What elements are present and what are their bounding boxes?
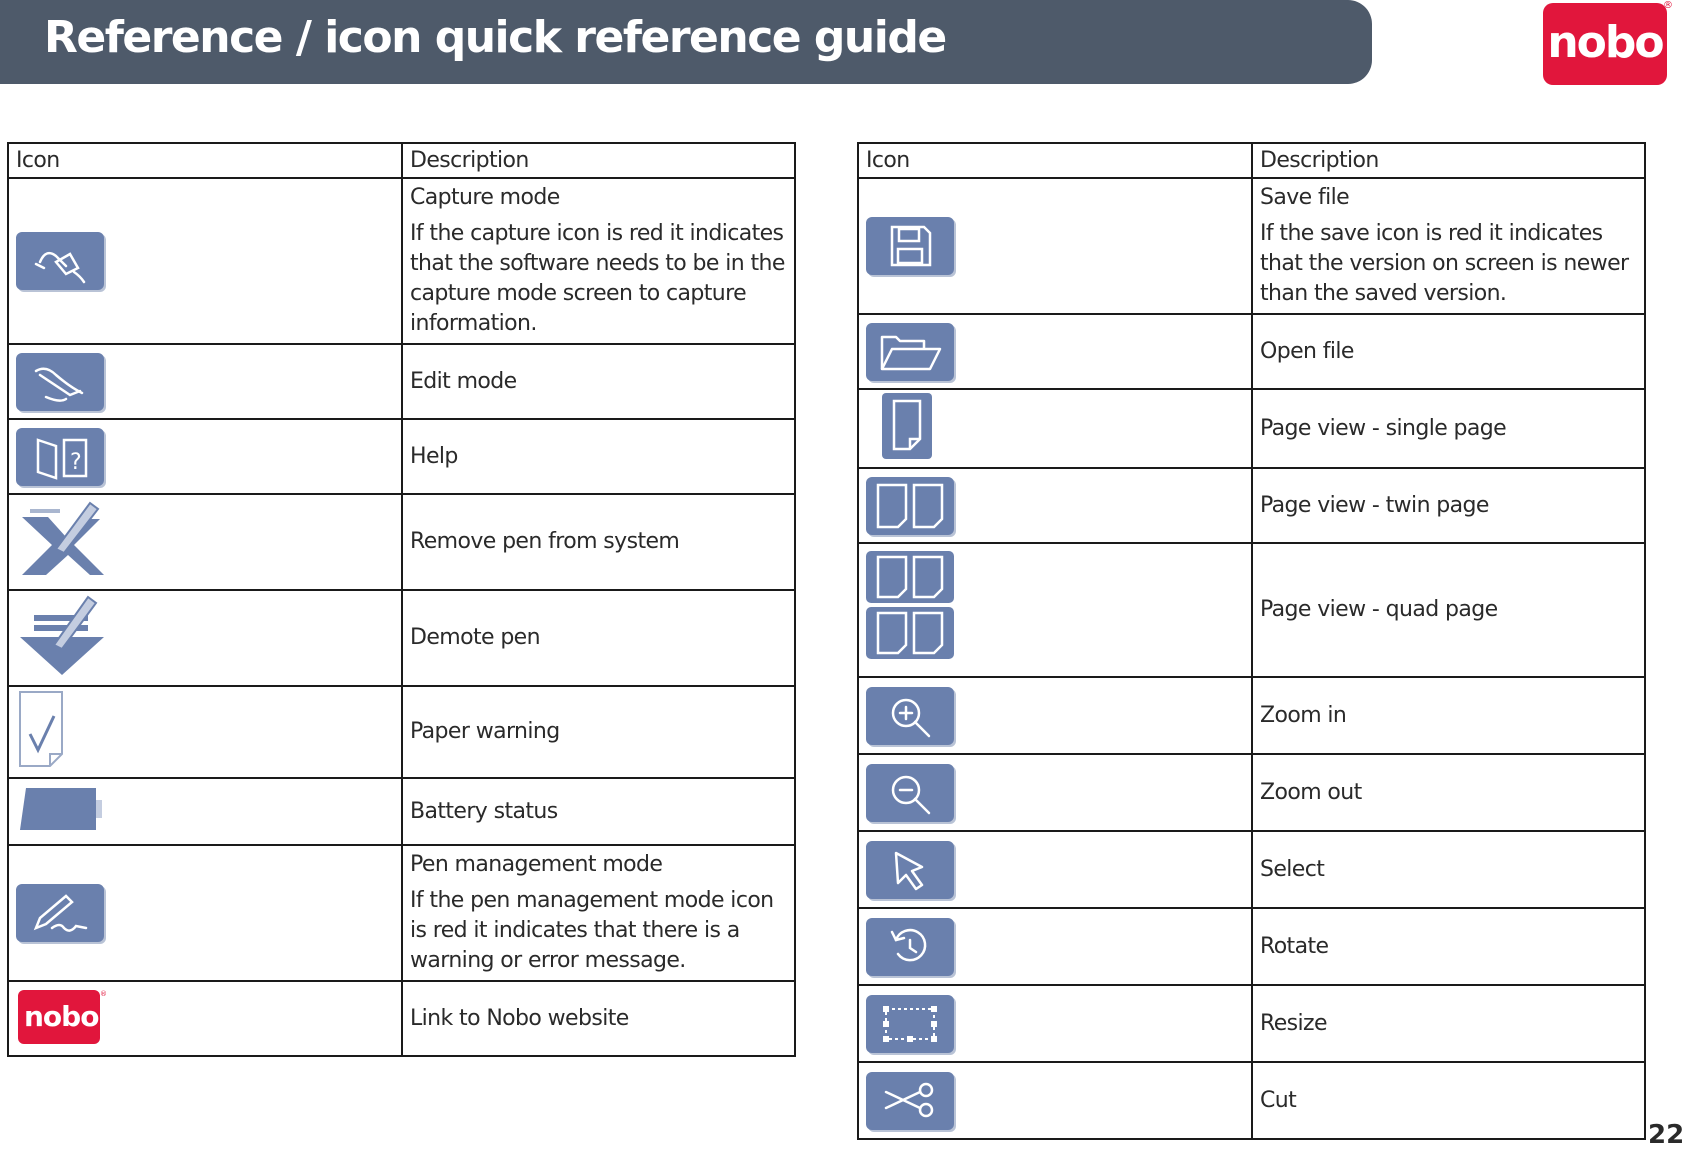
table-header-row [858,143,1645,178]
icon-cell [858,178,1252,314]
description-title: Select [1260,856,1325,882]
description-cell [1252,985,1645,1062]
description-title: Edit mode [410,368,517,394]
icon-cell [858,985,1252,1062]
table-row [858,314,1645,389]
remove-pen-icon [16,497,108,587]
description-cell [1252,677,1645,754]
table-row [858,985,1645,1062]
description-title: Zoom in [1260,702,1347,728]
description-cell [402,981,795,1056]
icon-cell [858,468,1252,543]
nobo-logo-icon[interactable] [16,986,108,1052]
column-header-icon: Icon [8,143,402,178]
battery-icon [16,784,106,840]
table-row [858,908,1645,985]
quad-page-icon [866,551,956,669]
table-row [8,178,795,344]
help-icon [16,428,104,486]
description-cell [402,419,795,494]
description-cell [402,494,795,590]
table-row [8,590,795,686]
logo-text: nobo [1547,16,1663,68]
description-title: Cut [1260,1087,1297,1113]
svg-text:®: ® [100,989,107,998]
description-cell [1252,543,1645,677]
table-row [858,178,1645,314]
description-cell [402,344,795,419]
table-row [8,778,795,845]
column-header-description: Description [1252,143,1645,178]
demote-pen-icon [16,593,108,683]
icon-cell [8,686,402,778]
description-title: Capture mode [410,185,560,210]
icon-cell [858,389,1252,468]
table-header-row [8,143,795,178]
icon-cell [8,344,402,419]
table-row [858,1062,1645,1139]
capture-mode-icon [16,232,104,290]
scissors-icon [866,1072,954,1130]
resize-icon [866,995,954,1053]
icon-cell [858,677,1252,754]
icon-cell [858,314,1252,389]
table-row [858,543,1645,677]
description-cell [1252,1062,1645,1139]
table-row [8,686,795,778]
edit-mode-icon [16,353,104,411]
svg-text:nobo: nobo [24,999,99,1033]
icon-cell [8,778,402,845]
description-title: Page view - quad page [1260,597,1498,622]
icon-cell [8,178,402,344]
description-title: Resize [1260,1010,1327,1036]
icon-cell [858,831,1252,908]
description-title: Zoom out [1260,779,1362,805]
icon-cell [858,754,1252,831]
column-header-description: Description [402,143,795,178]
paper-warning-icon [16,690,66,774]
table-row [858,468,1645,543]
description-title: Open file [1260,338,1354,364]
description-cell [1252,831,1645,908]
column-header-icon: Icon [858,143,1252,178]
icon-cell [8,494,402,590]
pen-management-icon [16,884,104,942]
description-title: Save file [1260,185,1350,210]
icon-cell [858,1062,1252,1139]
table-row [8,344,795,419]
description-detail: If the pen management mode icon is red it indicates that there is a warning or error message. [410,888,774,973]
description-title: Link to Nobo website [410,1005,629,1031]
icon-cell [8,419,402,494]
table-row [8,845,795,981]
description-title: Pen management mode [410,852,663,877]
twin-page-icon [866,477,954,535]
icon-cell [858,908,1252,985]
table-row [8,981,795,1056]
table-row [8,419,795,494]
single-page-icon [882,393,932,465]
description-title: Help [410,443,458,469]
icon-cell [8,845,402,981]
description-title: Remove pen from system [410,529,680,554]
zoom-out-icon [866,764,954,822]
table-row [858,389,1645,468]
description-cell [402,686,795,778]
description-cell [1252,178,1645,314]
description-cell [402,778,795,845]
table-row [858,677,1645,754]
nobo-logo[interactable] [1543,3,1667,85]
page-number: 22 [1648,1120,1684,1150]
icon-cell [858,543,1252,677]
description-detail: If the save icon is red it indicates that the version on screen is newer than the saved version. [1260,221,1629,306]
save-icon [866,217,954,275]
table-row [8,494,795,590]
icon-cell [8,590,402,686]
page-title: Reference / icon quick reference guide [44,12,946,63]
svg-text:?: ? [70,449,82,475]
description-title: Battery status [410,798,558,824]
left-reference-table [7,142,796,1057]
description-title: Page view - single page [1260,415,1507,441]
select-cursor-icon [866,841,954,899]
header-bar [0,0,1372,84]
description-cell [1252,908,1645,985]
rotate-icon [866,918,954,976]
description-title: Demote pen [410,625,540,650]
table-row [858,831,1645,908]
logo-registered-mark: ® [1663,0,1673,11]
zoom-in-icon [866,687,954,745]
description-title: Page view - twin page [1260,492,1489,518]
description-title: Paper warning [410,719,560,744]
description-cell [1252,468,1645,543]
description-cell [1252,754,1645,831]
description-cell [402,178,795,344]
right-reference-table [857,142,1646,1140]
description-detail: If the capture icon is red it indicates that the software needs to be in the capture mode screen to capture information. [410,221,785,336]
description-cell [402,845,795,981]
description-cell [402,590,795,686]
open-folder-icon [866,323,954,381]
description-title: Rotate [1260,933,1329,959]
description-cell [1252,314,1645,389]
description-cell [1252,389,1645,468]
table-row [858,754,1645,831]
icon-cell [8,981,402,1056]
